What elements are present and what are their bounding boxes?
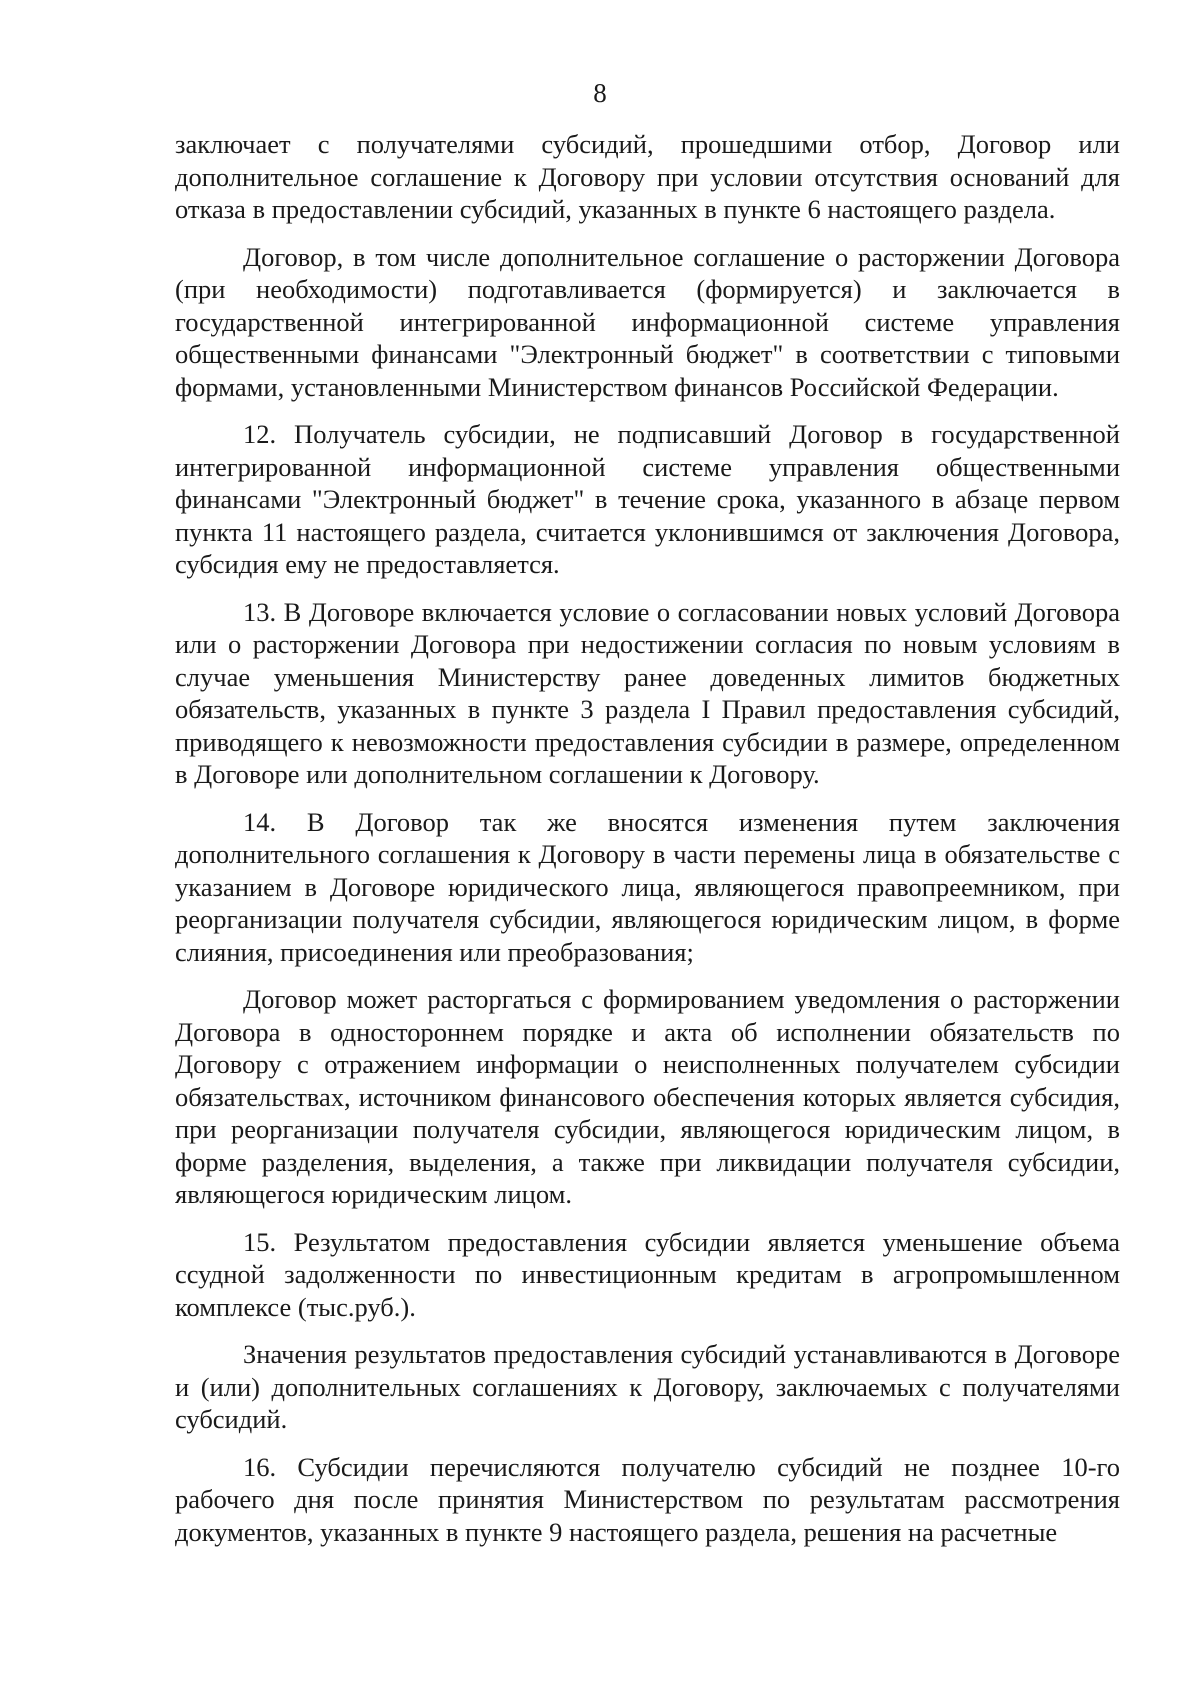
page-number: 8 xyxy=(593,78,607,108)
paragraph-continuation: заключает с получателями субсидий, прошедшими отбор, Договор или дополнительное соглашение к Договору при условии отсутствия оснований для отказа в предоставлении субсидий, указанных в пункте 6 настоящего раздела. xyxy=(175,129,1120,224)
paragraph-item-13: 13. В Договоре включается условие о согласовании новых условий Договора или о расторжении Договора при недостижении согласия по новым условиям в случае уменьшения Министерству ранее доведенных лимитов бюджетных обязательств, указанных в пункте 3 раздела I Правил предоставления субсидий, приводящего к невозможности предоставления субсидии в размере, определенном в Договоре или дополнительном соглашении к Договору. xyxy=(175,596,1120,789)
paragraph-contract-termination: Договор может расторгаться с формированием уведомления о расторжении Договора в одностороннем порядке и акта об исполнении обязательств по Договору с отражением информации о неисполненных получателем субсидии обязательствах, источником финансового обеспечения которых является субсидия, при реорганизации получателя субсидии, являющегося юридическим лицом, в форме разделения, выделения, а также при ликвидации получателя субсидии, являющегося юридическим лицом. xyxy=(175,984,1120,1209)
document-body xyxy=(175,128,1120,1563)
paragraph-result-values: Значения результатов предоставления субсидий устанавливаются в Договоре и (или) дополнительных соглашениях к Договору, заключаемых с получателями субсидий. xyxy=(175,1339,1120,1434)
paragraph-item-12: 12. Получатель субсидии, не подписавший Договор в государственной интегрированной информационной системе управления общественными финансами "Электронный бюджет" в течение срока, указанного в абзаце первом пункта 11 настоящего раздела, считается уклонившимся от заключения Договора, субсидия ему не предоставляется. xyxy=(175,419,1120,579)
paragraph-item-15: 15. Результатом предоставления субсидии является уменьшение объема ссудной задолженности по инвестиционным кредитам в агропромышленном комплексе (тыс.руб.). xyxy=(175,1226,1120,1322)
paragraph-contract-electronic-budget: Договор, в том числе дополнительное соглашение о расторжении Договора (при необходимости) подготавливается (формируется) и заключается в государственной интегрированной информационной системе управления общественными финансами "Электронный бюджет" в соответствии с типовыми формами, установленными Министерством финансов Российской Федерации. xyxy=(175,241,1120,402)
paragraph-item-16: 16. Субсидии перечисляются получателю субсидий не позднее 10-го рабочего дня после принятия Министерством по результатам рассмотрения документов, указанных в пункте 9 настоящего раздела, решения на расчетные xyxy=(175,1451,1120,1547)
paragraph-item-14: 14. В Договор так же вносятся изменения путем заключения дополнительного соглашения к Договору в части перемены лица в обязательстве с указанием в Договоре юридического лица, являющегося правопреемником, при реорганизации получателя субсидии, являющегося юридическим лицом, в форме слияния, присоединения или преобразования; xyxy=(175,806,1120,967)
